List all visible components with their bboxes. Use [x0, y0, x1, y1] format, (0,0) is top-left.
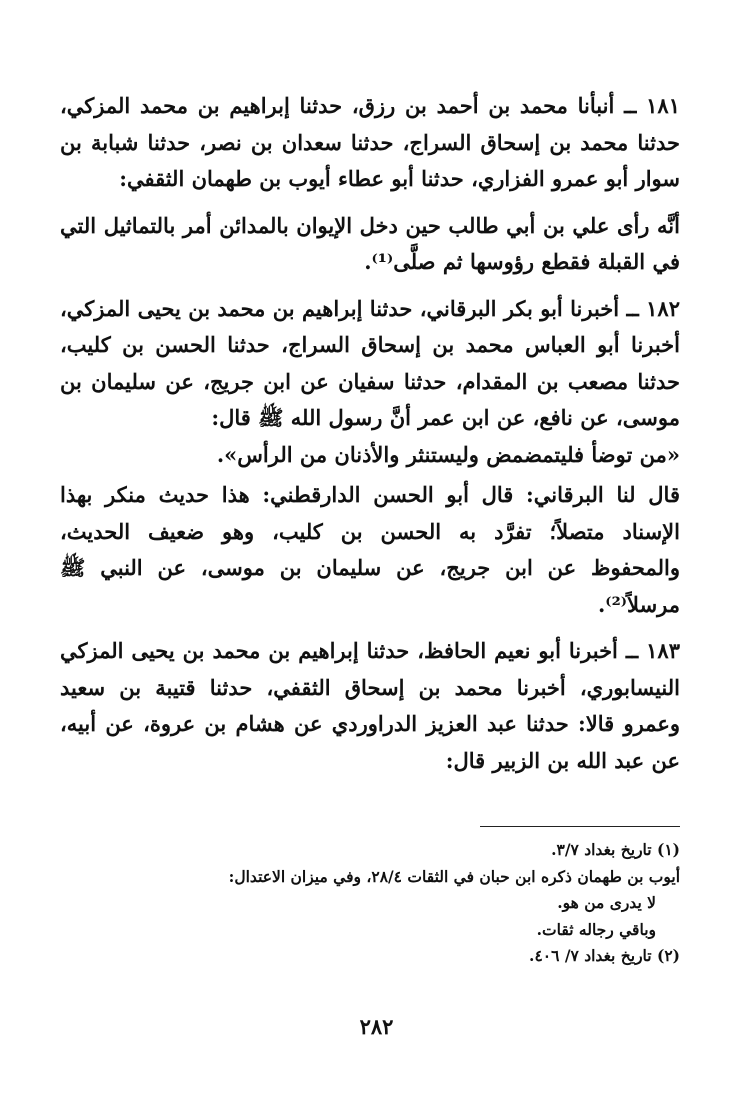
- footnote-1-line-2: أيوب بن طهمان ذكره ابن حبان في الثقات ٢٨/٤، وفي ميزان الاعتدال:: [228, 866, 680, 886]
- main-text: [60, 88, 680, 779]
- footnote-1: (١) تاريخ بغداد ٣/٧.: [551, 840, 680, 859]
- footnote-2: (٢) تاريخ بغداد ٧/ ٤٠٦.: [529, 946, 680, 965]
- page-number: ٢٨٢: [359, 1014, 394, 1039]
- paragraph-182-hadith: «من توضأ فليتمضمض وليستنثر والأذنان من الرأس».: [216, 441, 680, 467]
- footnotes: [60, 826, 680, 970]
- paragraph-183-isnad: ١٨٣ ــ أخبرنا أبو نعيم الحافظ، حدثنا إبراهيم بن محمد بن يحيى المزكي النيسابوري، أخبرنا محمد بن إسحاق الثقفي، حدثنا قتيبة بن سعيد وعمرو قالا: حدثنا عبد العزيز الدراوردي عن هشام بن عروة، عن أبيه، عن عبد الله بن الزبير قال:: [60, 638, 680, 773]
- footnote-divider: [480, 826, 680, 827]
- footnote-1-line-3: لا يدرى من هو.: [557, 893, 656, 912]
- page-body: [60, 88, 680, 779]
- paragraph-182-isnad: ١٨٢ ــ أخبرنا أبو بكر البرقاني، حدثنا إبراهيم بن محمد بن يحيى المزكي، أخبرنا أبو العباس محمد بن إسحاق السراج، حدثنا الحسن بن كليب، حدثنا مصعب بن المقدام، حدثنا سفيان عن ابن جريج، عن سليمان بن موسى، عن نافع، عن ابن عمر أنَّ رسول الله ﷺ قال:: [60, 295, 680, 430]
- paragraph-181-isnad: ١٨١ ــ أنبأنا محمد بن أحمد بن رزق، حدثنا إبراهيم بن محمد المزكي، حدثنا محمد بن إسحاق السراج، حدثنا سعدان بن نصر، حدثنا شبابة بن سوار أبو عمرو الفزاري، حدثنا أبو عطاء أيوب بن طهمان الثقفي:: [60, 93, 680, 191]
- paragraph-181-text: أنَّه رأى علي بن أبي طالب حين دخل الإيوان بالمدائن أمر بالتماثيل التي في القبلة فقطع رؤوسها ثم صلَّى⁽¹⁾.: [60, 212, 680, 274]
- paragraph-182-commentary: قال لنا البرقاني: قال أبو الحسن الدارقطني: هذا حديث منكر بهذا الإسناد متصلاً؛ تفرَّد به الحسن بن كليب، وهو ضعيف الحديث، والمحفوظ عن ابن جريج، عن سليمان بن موسى، عن النبي ﷺ مرسلاً⁽²⁾.: [60, 482, 680, 617]
- footnote-1-line-4: وباقي رجاله ثقات.: [536, 919, 656, 939]
